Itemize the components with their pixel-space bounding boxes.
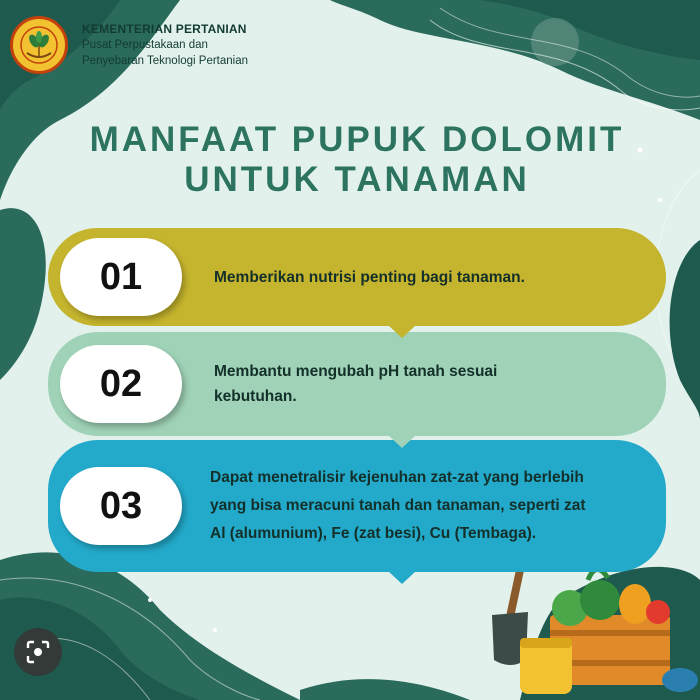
lens-icon[interactable] (14, 628, 62, 676)
card-number-2: 02 (60, 345, 182, 423)
benefit-card-3 (48, 440, 666, 572)
ministry-name: KEMENTERIAN PERTANIAN (82, 22, 247, 36)
page-title (0, 120, 700, 200)
header-subtitle-2: Penyebaran Teknologi Pertanian (82, 55, 249, 67)
card-number-3: 03 (60, 467, 182, 545)
title-line-1: MANFAAT PUPUK DOLOMIT (89, 120, 625, 159)
card-text-3: Dapat menetralisir kejenuhan zat-zat yang berlebih yang bisa meracuni tanah dan tanaman, seperti zat Al (alumunium), Fe (zat besi), Cu (Tembaga). (210, 469, 586, 542)
card-number-1: 01 (60, 238, 182, 316)
card-text-2: Membantu mengubah pH tanah sesuai kebutuhan. (214, 363, 498, 405)
card-pointer-3 (388, 571, 416, 584)
header (10, 16, 248, 74)
header-text (82, 21, 248, 69)
card-pointer-1 (388, 325, 416, 338)
benefit-card-1 (48, 228, 666, 326)
ministry-logo (10, 16, 68, 74)
card-pointer-2 (388, 435, 416, 448)
header-subtitle-1: Pusat Perpustakaan dan (82, 39, 208, 51)
title-line-2: UNTUK TANAMAN (184, 160, 530, 199)
card-text-1: Memberikan nutrisi penting bagi tanaman. (214, 268, 525, 286)
benefit-card-2 (48, 332, 666, 436)
